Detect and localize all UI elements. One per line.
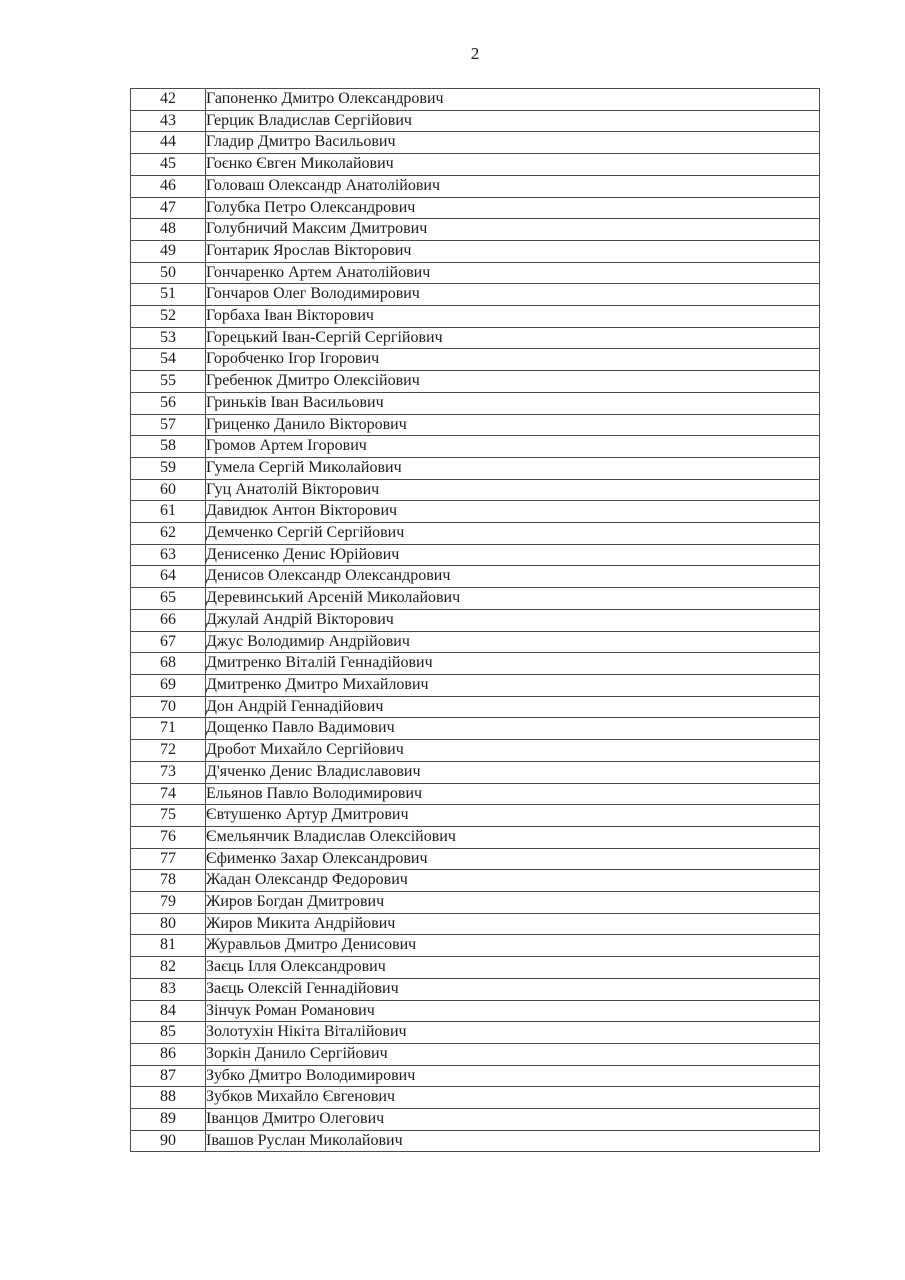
row-number: 45 <box>131 154 206 176</box>
row-full-name: Дон Андрій Геннадійович <box>206 696 820 718</box>
table-row <box>131 761 820 783</box>
table-row <box>131 588 820 610</box>
row-number: 64 <box>131 566 206 588</box>
row-full-name: Джус Володимир Андрійович <box>206 631 820 653</box>
table-row <box>131 327 820 349</box>
table-row <box>131 826 820 848</box>
row-number: 52 <box>131 306 206 328</box>
row-full-name: Ємельянчик Владислав Олексійович <box>206 826 820 848</box>
row-full-name: Ельянов Павло Володимирович <box>206 783 820 805</box>
table-row <box>131 566 820 588</box>
row-number: 43 <box>131 110 206 132</box>
row-number: 87 <box>131 1065 206 1087</box>
row-full-name: Дмитренко Дмитро Михайлович <box>206 674 820 696</box>
row-number: 61 <box>131 501 206 523</box>
row-number: 78 <box>131 870 206 892</box>
row-number: 80 <box>131 913 206 935</box>
table-row <box>131 349 820 371</box>
table-row <box>131 935 820 957</box>
row-full-name: Горбаха Іван Вікторович <box>206 306 820 328</box>
table-row <box>131 848 820 870</box>
row-number: 42 <box>131 89 206 111</box>
row-number: 57 <box>131 414 206 436</box>
table-row <box>131 436 820 458</box>
row-full-name: Заєць Олексій Геннадійович <box>206 978 820 1000</box>
table-row <box>131 544 820 566</box>
row-full-name: Горецький Іван-Сергій Сергійович <box>206 327 820 349</box>
row-number: 49 <box>131 240 206 262</box>
row-number: 70 <box>131 696 206 718</box>
table-row <box>131 718 820 740</box>
row-full-name: Гончаренко Артем Анатолійович <box>206 262 820 284</box>
table-row <box>131 913 820 935</box>
table-row <box>131 609 820 631</box>
row-number: 48 <box>131 219 206 241</box>
row-full-name: Герцик Владислав Сергійович <box>206 110 820 132</box>
row-full-name: Демченко Сергій Сергійович <box>206 523 820 545</box>
row-number: 88 <box>131 1087 206 1109</box>
row-full-name: Журавльов Дмитро Денисович <box>206 935 820 957</box>
row-number: 83 <box>131 978 206 1000</box>
row-number: 72 <box>131 740 206 762</box>
row-full-name: Джулай Андрій Вікторович <box>206 609 820 631</box>
page-number: 2 <box>470 44 480 63</box>
row-full-name: Зоркін Данило Сергійович <box>206 1043 820 1065</box>
table-row <box>131 1087 820 1109</box>
row-full-name: Давидюк Антон Вікторович <box>206 501 820 523</box>
row-full-name: Гоєнко Євген Миколайович <box>206 154 820 176</box>
row-number: 81 <box>131 935 206 957</box>
table-row <box>131 284 820 306</box>
row-number: 59 <box>131 457 206 479</box>
row-number: 51 <box>131 284 206 306</box>
table-row <box>131 957 820 979</box>
row-number: 58 <box>131 436 206 458</box>
table-row <box>131 89 820 111</box>
row-full-name: Громов Артем Ігорович <box>206 436 820 458</box>
row-full-name: Іванцов Дмитро Олегович <box>206 1109 820 1131</box>
row-number: 63 <box>131 544 206 566</box>
table-row <box>131 457 820 479</box>
row-number: 89 <box>131 1109 206 1131</box>
row-number: 53 <box>131 327 206 349</box>
table-row <box>131 501 820 523</box>
row-full-name: Голубничий Максим Дмитрович <box>206 219 820 241</box>
row-full-name: Єфименко Захар Олександрович <box>206 848 820 870</box>
table-row <box>131 371 820 393</box>
table-row <box>131 674 820 696</box>
table-row <box>131 240 820 262</box>
table-row <box>131 414 820 436</box>
row-full-name: Горобченко Ігор Ігорович <box>206 349 820 371</box>
row-full-name: Гриньків Іван Васильович <box>206 392 820 414</box>
row-number: 85 <box>131 1022 206 1044</box>
row-full-name: Жиров Микита Андрійович <box>206 913 820 935</box>
row-full-name: Зубков Михайло Євгенович <box>206 1087 820 1109</box>
row-number: 90 <box>131 1130 206 1152</box>
row-full-name: Гапоненко Дмитро Олександрович <box>206 89 820 111</box>
table-row <box>131 740 820 762</box>
table-row <box>131 1043 820 1065</box>
row-number: 79 <box>131 892 206 914</box>
row-number: 71 <box>131 718 206 740</box>
table-row <box>131 696 820 718</box>
table-row <box>131 1109 820 1131</box>
row-full-name: Денисов Олександр Олександрович <box>206 566 820 588</box>
table-row <box>131 175 820 197</box>
row-full-name: Гриценко Данило Вікторович <box>206 414 820 436</box>
row-number: 65 <box>131 588 206 610</box>
row-number: 77 <box>131 848 206 870</box>
row-full-name: Гумела Сергій Миколайович <box>206 457 820 479</box>
table-row <box>131 306 820 328</box>
row-full-name: Гуц Анатолій Вікторович <box>206 479 820 501</box>
table-row <box>131 219 820 241</box>
row-number: 75 <box>131 805 206 827</box>
row-full-name: Дмитренко Віталій Геннадійович <box>206 653 820 675</box>
row-full-name: Жиров Богдан Дмитрович <box>206 892 820 914</box>
row-full-name: Деревинський Арсеній Миколайович <box>206 588 820 610</box>
row-full-name: Головаш Олександр Анатолійович <box>206 175 820 197</box>
row-number: 56 <box>131 392 206 414</box>
row-number: 76 <box>131 826 206 848</box>
row-number: 82 <box>131 957 206 979</box>
row-full-name: Гонтарик Ярослав Вікторович <box>206 240 820 262</box>
table-row <box>131 631 820 653</box>
table-row <box>131 783 820 805</box>
table-row <box>131 479 820 501</box>
row-full-name: Денисенко Денис Юрійович <box>206 544 820 566</box>
roster-table-body <box>131 89 820 1152</box>
table-row <box>131 132 820 154</box>
table-row <box>131 978 820 1000</box>
row-full-name: Жадан Олександр Федорович <box>206 870 820 892</box>
row-full-name: Д'яченко Денис Владиславович <box>206 761 820 783</box>
table-row <box>131 892 820 914</box>
table-row <box>131 805 820 827</box>
row-full-name: Гребенюк Дмитро Олексійович <box>206 371 820 393</box>
row-full-name: Гладир Дмитро Васильович <box>206 132 820 154</box>
table-row <box>131 870 820 892</box>
row-full-name: Золотухін Нікіта Віталійович <box>206 1022 820 1044</box>
table-row <box>131 1000 820 1022</box>
row-full-name: Зубко Дмитро Володимирович <box>206 1065 820 1087</box>
row-full-name: Голубка Петро Олександрович <box>206 197 820 219</box>
row-number: 44 <box>131 132 206 154</box>
row-number: 69 <box>131 674 206 696</box>
row-number: 55 <box>131 371 206 393</box>
table-row <box>131 653 820 675</box>
row-number: 73 <box>131 761 206 783</box>
row-number: 46 <box>131 175 206 197</box>
table-row <box>131 1130 820 1152</box>
row-number: 67 <box>131 631 206 653</box>
row-full-name: Дробот Михайло Сергійович <box>206 740 820 762</box>
row-number: 86 <box>131 1043 206 1065</box>
roster-table <box>130 88 820 1152</box>
table-row <box>131 523 820 545</box>
row-number: 54 <box>131 349 206 371</box>
row-full-name: Зінчук Роман Романович <box>206 1000 820 1022</box>
row-number: 50 <box>131 262 206 284</box>
row-number: 74 <box>131 783 206 805</box>
table-row <box>131 154 820 176</box>
row-number: 84 <box>131 1000 206 1022</box>
row-number: 68 <box>131 653 206 675</box>
row-number: 47 <box>131 197 206 219</box>
row-full-name: Гончаров Олег Володимирович <box>206 284 820 306</box>
row-full-name: Дощенко Павло Вадимович <box>206 718 820 740</box>
row-full-name: Івашов Руслан Миколайович <box>206 1130 820 1152</box>
table-row <box>131 392 820 414</box>
table-row <box>131 262 820 284</box>
table-row <box>131 1022 820 1044</box>
row-full-name: Заєць Ілля Олександрович <box>206 957 820 979</box>
row-full-name: Євтушенко Артур Дмитрович <box>206 805 820 827</box>
row-number: 66 <box>131 609 206 631</box>
table-row <box>131 1065 820 1087</box>
row-number: 60 <box>131 479 206 501</box>
row-number: 62 <box>131 523 206 545</box>
table-row <box>131 197 820 219</box>
table-row <box>131 110 820 132</box>
